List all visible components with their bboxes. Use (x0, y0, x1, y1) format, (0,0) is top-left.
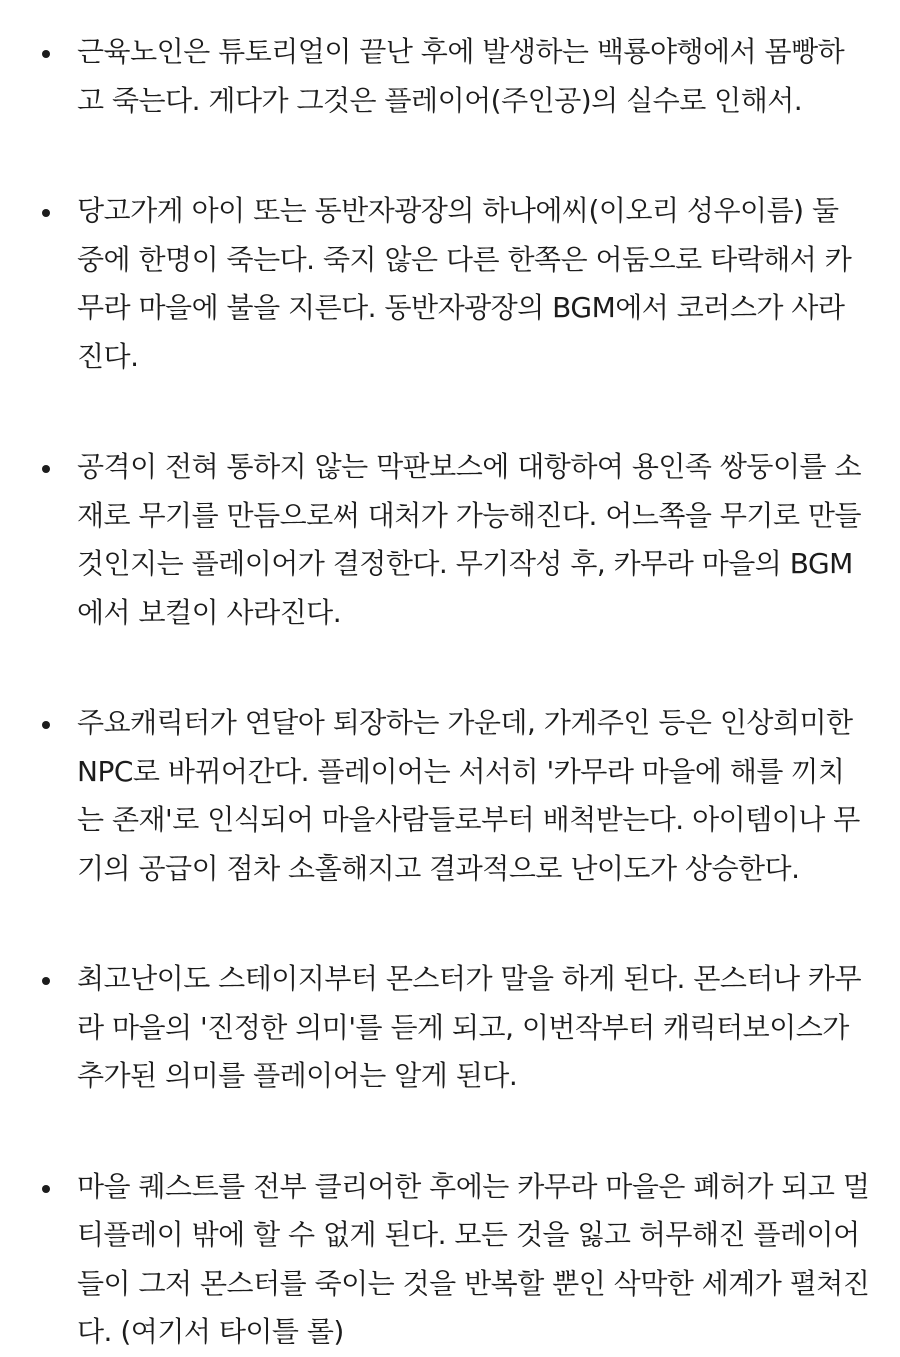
bullet-icon (42, 721, 50, 729)
list-item (40, 28, 870, 125)
list-item (40, 1163, 870, 1357)
bullet-icon (42, 50, 50, 58)
list-item (40, 955, 870, 1101)
bullet-icon (42, 977, 50, 985)
bullet-icon (42, 465, 50, 473)
list-item-text: 마을 퀘스트를 전부 클리어한 후에는 카무라 마을은 폐허가 되고 멀티플레이 밖에 할 수 없게 된다. 모든 것을 잃고 허무해진 플레이어들이 그저 몬스터를 죽이는 것을 반복할 뿐인 삭막한 세계가 펼쳐진다. (여기서 타이틀 롤) (77, 1169, 870, 1348)
bullet-icon (42, 1185, 50, 1193)
list-item-text: 주요캐릭터가 연달아 퇴장하는 가운데, 가게주인 등은 인상희미한 NPC로 바뀌어간다. 플레이어는 서서히 '카무라 마을에 해를 끼치는 존재'로 인식되어 마을사람들로부터 배척받는다. 아이템이나 무기의 공급이 점차 소홀해지고 결과적으로 난이도가 상승한다. (77, 706, 860, 885)
list-item (40, 443, 870, 637)
list-item-text: 당고가게 아이 또는 동반자광장의 하나에씨(이오리 성우이름) 둘 중에 한명이 죽는다. 죽지 않은 다른 한쪽은 어둠으로 타락해서 카무라 마을에 불을 지른다. 동반자광장의 BGM에서 코러스가 사라진다. (77, 194, 852, 373)
bullet-list (40, 28, 870, 1357)
list-item-text: 근육노인은 튜토리얼이 끝난 후에 발생하는 백룡야행에서 몸빵하고 죽는다. 게다가 그것은 플레이어(주인공)의 실수로 인해서. (77, 35, 845, 117)
bullet-icon (42, 209, 50, 217)
list-item-text: 공격이 전혀 통하지 않는 막판보스에 대항하여 용인족 쌍둥이를 소재로 무기를 만듬으로써 대처가 가능해진다. 어느쪽을 무기로 만들 것인지는 플레이어가 결정한다. 무기작성 후, 카무라 마을의 BGM에서 보컬이 사라진다. (77, 450, 862, 629)
list-item (40, 187, 870, 381)
list-item (40, 699, 870, 893)
list-item-text: 최고난이도 스테이지부터 몬스터가 말을 하게 된다. 몬스터나 카무라 마을의 '진정한 의미'를 듣게 되고, 이번작부터 캐릭터보이스가 추가된 의미를 플레이어는 알게 된다. (77, 962, 862, 1092)
